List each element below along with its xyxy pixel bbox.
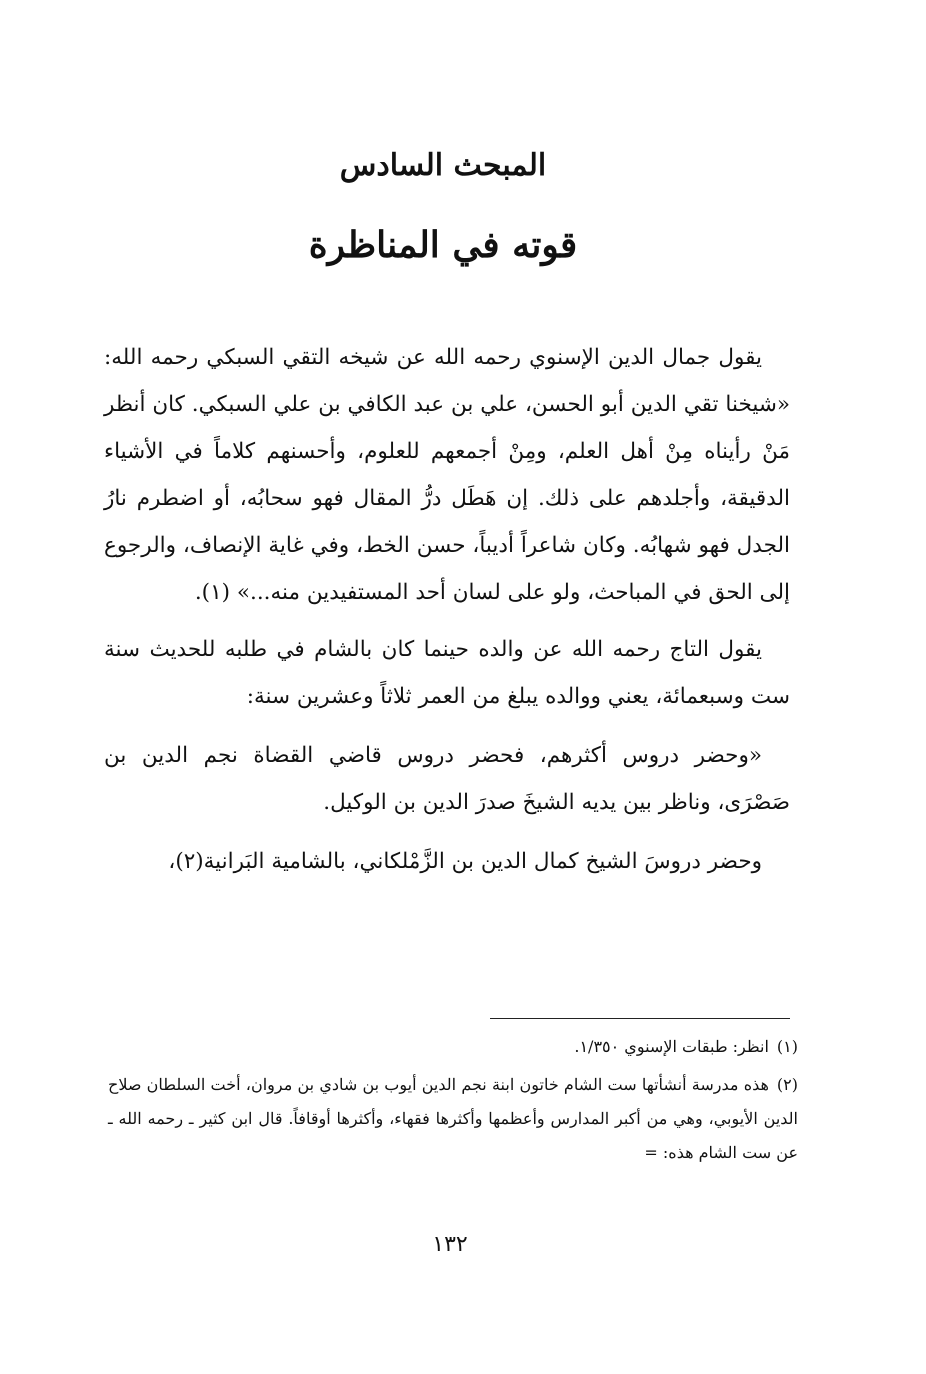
footnote-2-text: هذه مدرسة أنشأتها ست الشام خاتون ابنة نجم الدين أيوب بن شادي بن مروان، أخت السلطان صلاح الدين الأيوبي، وهي من أكبر المدارس وأعظمها وأكثرها فقهاء، وأكثرها أوقافاً. قال ابن كثير ـ رحمه الله ـ عن ست الشام هذه: = <box>108 1075 798 1162</box>
footnote-separator <box>490 1018 790 1019</box>
paragraph-1: يقول جمال الدين الإسنوي رحمه الله عن شيخه التقي السبكي رحمه الله: «شيخنا تقي الدين أبو الحسن، علي بن عبد الكافي بن علي السبكي. كان أنظر مَنْ رأيناه مِنْ أهل العلم، ومِنْ أجمعهم للعلوم، وأحسنهم كلاماً في الأشياء الدقيقة، وأجلدهم على ذلك. إن هَطَل درُّ المقال فهو سحابُه، أو اضطرم نارُ الجدل فهو شهابُه. وكان شاعراً أديباً، حسن الخط، وفي غاية الإنصاف، والرجوع إلى الحق في المباحث، ولو على لسان أحد المستفيدين منه...» (١). <box>104 345 790 605</box>
footnote-1-marker: (١) <box>776 1037 798 1056</box>
section-label: المبحث السادس <box>339 148 547 183</box>
section-title: قوته في المناظرة <box>308 224 578 266</box>
main-text <box>104 334 790 897</box>
page-number: ١٣٢ <box>432 1232 468 1257</box>
paragraph-3: «وحضر دروس أكثرهم، فحضر دروس قاضي القضاة نجم الدين بن صَصْرَى، وناظر بين يديه الشيخَ صدرَ الدين بن الوكيل. <box>104 743 790 815</box>
footnote-1-text: انظر: طبقات الإسنوي ١/٣٥٠. <box>574 1037 769 1056</box>
paragraph-4: وحضر دروسَ الشيخ كمال الدين بن الزَّمْلكاني، بالشامية البَرانية(٢)، <box>168 849 762 874</box>
footnote-2 <box>108 1068 798 1170</box>
footnote-1 <box>108 1030 798 1064</box>
footnote-2-marker: (٢) <box>776 1075 798 1094</box>
paragraph-2: يقول التاج رحمه الله عن والده حينما كان بالشام في طلبه للحديث سنة ست وسبعمائة، يعني ووالده يبلغ من العمر ثلاثاً وعشرين سنة: <box>104 637 790 709</box>
footnotes <box>108 1030 798 1174</box>
